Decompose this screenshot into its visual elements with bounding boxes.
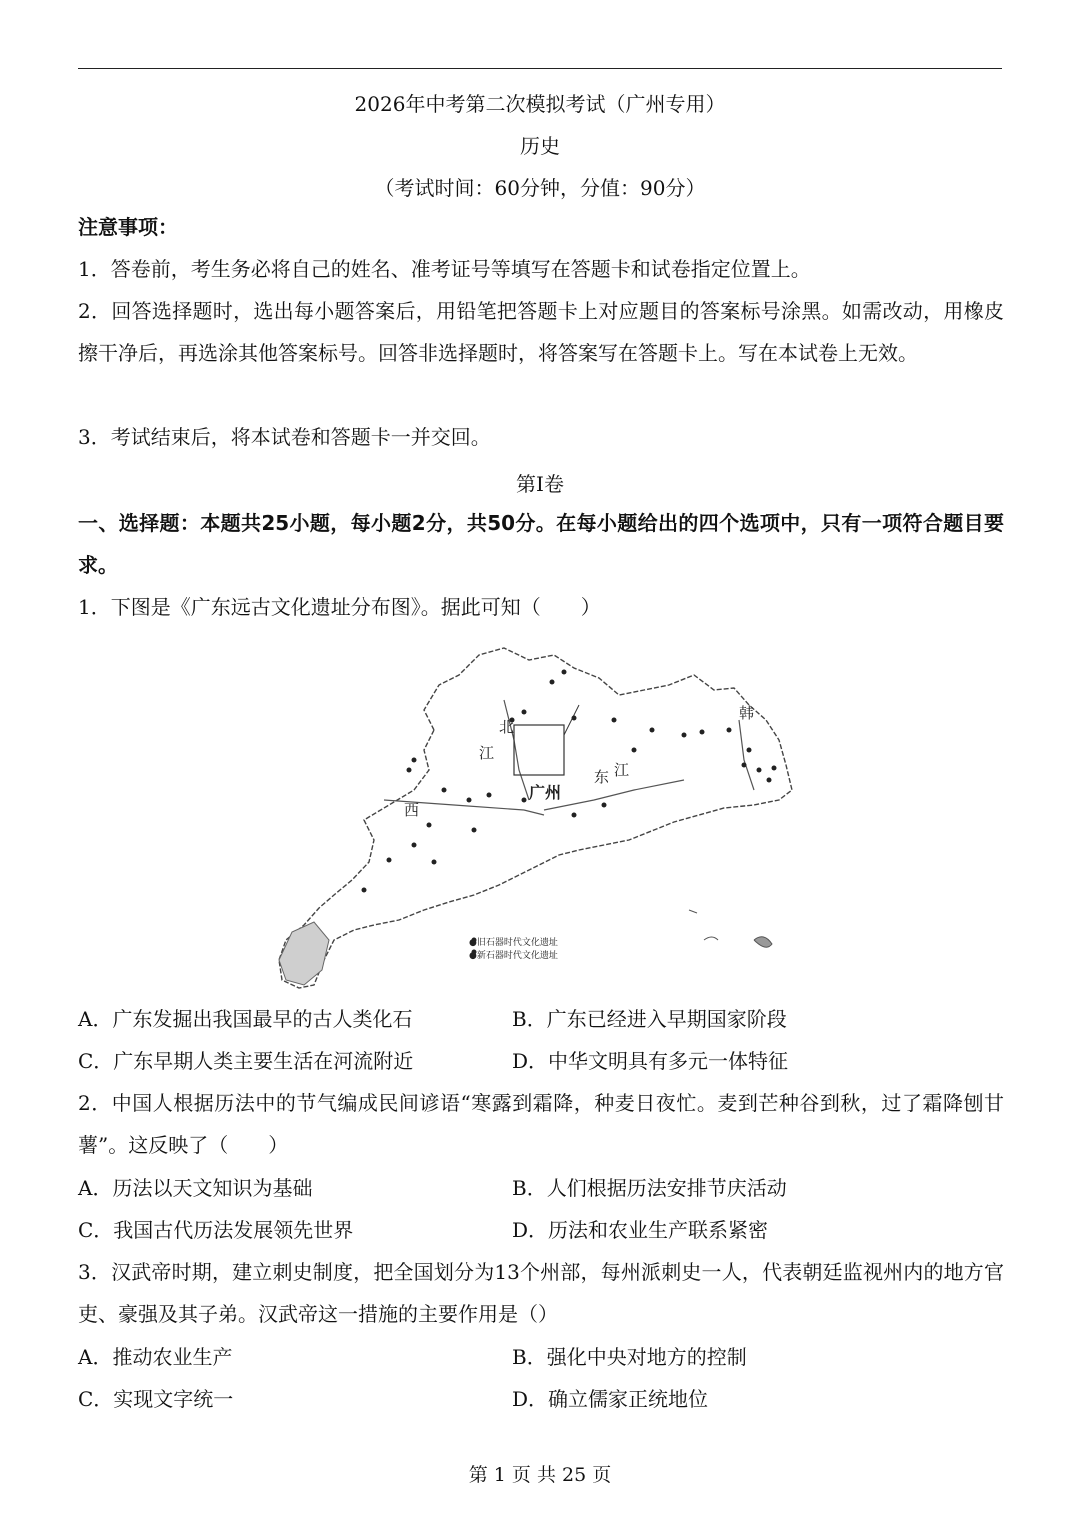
q1-option-d: D．中华文明具有多元一体特征 <box>512 1049 789 1073</box>
q1-option-c: C．广东早期人类主要生活在河流附近 <box>78 1049 414 1073</box>
question-3-stem: 3．汉武帝时期，建立刺史制度，把全国划分为13个州部，每州派刺史一人，代表朝廷监视州内的地方官吏、豪强及其子弟。汉武帝这一措施的主要作用是（） <box>78 1260 1004 1326</box>
map-label-xi: 西 <box>404 801 420 819</box>
q2-option-b: B．人们根据历法安排节庆活动 <box>512 1176 787 1200</box>
question-1-stem: 1．下图是《广东远古文化遗址分布图》。据此可知（ ） <box>78 595 601 619</box>
volume-label: 第Ⅰ卷 <box>516 472 564 496</box>
map-label-guangzhou: 广州 <box>529 783 562 802</box>
guangdong-site-map <box>274 640 804 990</box>
map-label-dong: 东 <box>594 768 610 786</box>
q1-option-b: B．广东已经进入早期国家阶段 <box>512 1007 787 1031</box>
q3-option-b: B．强化中央对地方的控制 <box>512 1345 747 1369</box>
exam-title: 2026年中考第二次模拟考试（广州专用） <box>354 92 726 116</box>
map-label-jiang-north: 江 <box>479 744 495 762</box>
notice-item-2: 2．回答选择题时，选出每小题答案后，用铅笔把答题卡上对应题目的答案标号涂黑。如需改动，用橡皮擦干净后，再选涂其他答案标号。回答非选择题时，将答案写在答题卡上。写在本试卷上无效。 <box>78 299 1004 365</box>
notice-item-1: 1．答卷前，考生务必将自己的姓名、准考证号等填写在答题卡和试卷指定位置上。 <box>78 257 811 281</box>
q3-option-c: C．实现文字统一 <box>78 1387 234 1411</box>
q2-option-a: A．历法以天文知识为基础 <box>78 1176 313 1200</box>
map-legend-neolithic: ●新石器时代文化遗址 <box>469 951 558 961</box>
q1-option-a: A．广东发掘出我国最早的古人类化石 <box>78 1007 413 1031</box>
q2-option-d: D．历法和农业生产联系紧密 <box>512 1218 769 1242</box>
exam-info: （考试时间：60分钟，分值：90分） <box>374 176 706 200</box>
page-footer: 第 1 页 共 25 页 <box>468 1464 612 1486</box>
subject-title: 历史 <box>520 134 560 158</box>
map-label-han: 韩 <box>739 704 755 722</box>
notice-heading: 注意事项： <box>78 215 178 239</box>
map-legend-paleolithic: ●旧石器时代文化遗址 <box>469 938 558 948</box>
section-heading: 一、选择题：本题共25小题，每小题2分，共50分。在每小题给出的四个选项中，只有一项符合题目要求。 <box>78 511 1004 577</box>
question-2-stem: 2．中国人根据历法中的节气编成民间谚语“寒露到霜降，种麦日夜忙。麦到芒种谷到秋，过了霜降刨甘薯”。这反映了（ ） <box>78 1091 1004 1157</box>
map-label-jiang-east: 江 <box>614 761 630 779</box>
q2-option-c: C．我国古代历法发展领先世界 <box>78 1218 354 1242</box>
notice-item-3: 3．考试结束后，将本试卷和答题卡一并交回。 <box>78 425 491 449</box>
header-rule <box>78 68 1002 69</box>
q3-option-a: A．推动农业生产 <box>78 1345 233 1369</box>
map-label-bei: 北 <box>499 718 515 736</box>
q3-option-d: D．确立儒家正统地位 <box>512 1387 709 1411</box>
